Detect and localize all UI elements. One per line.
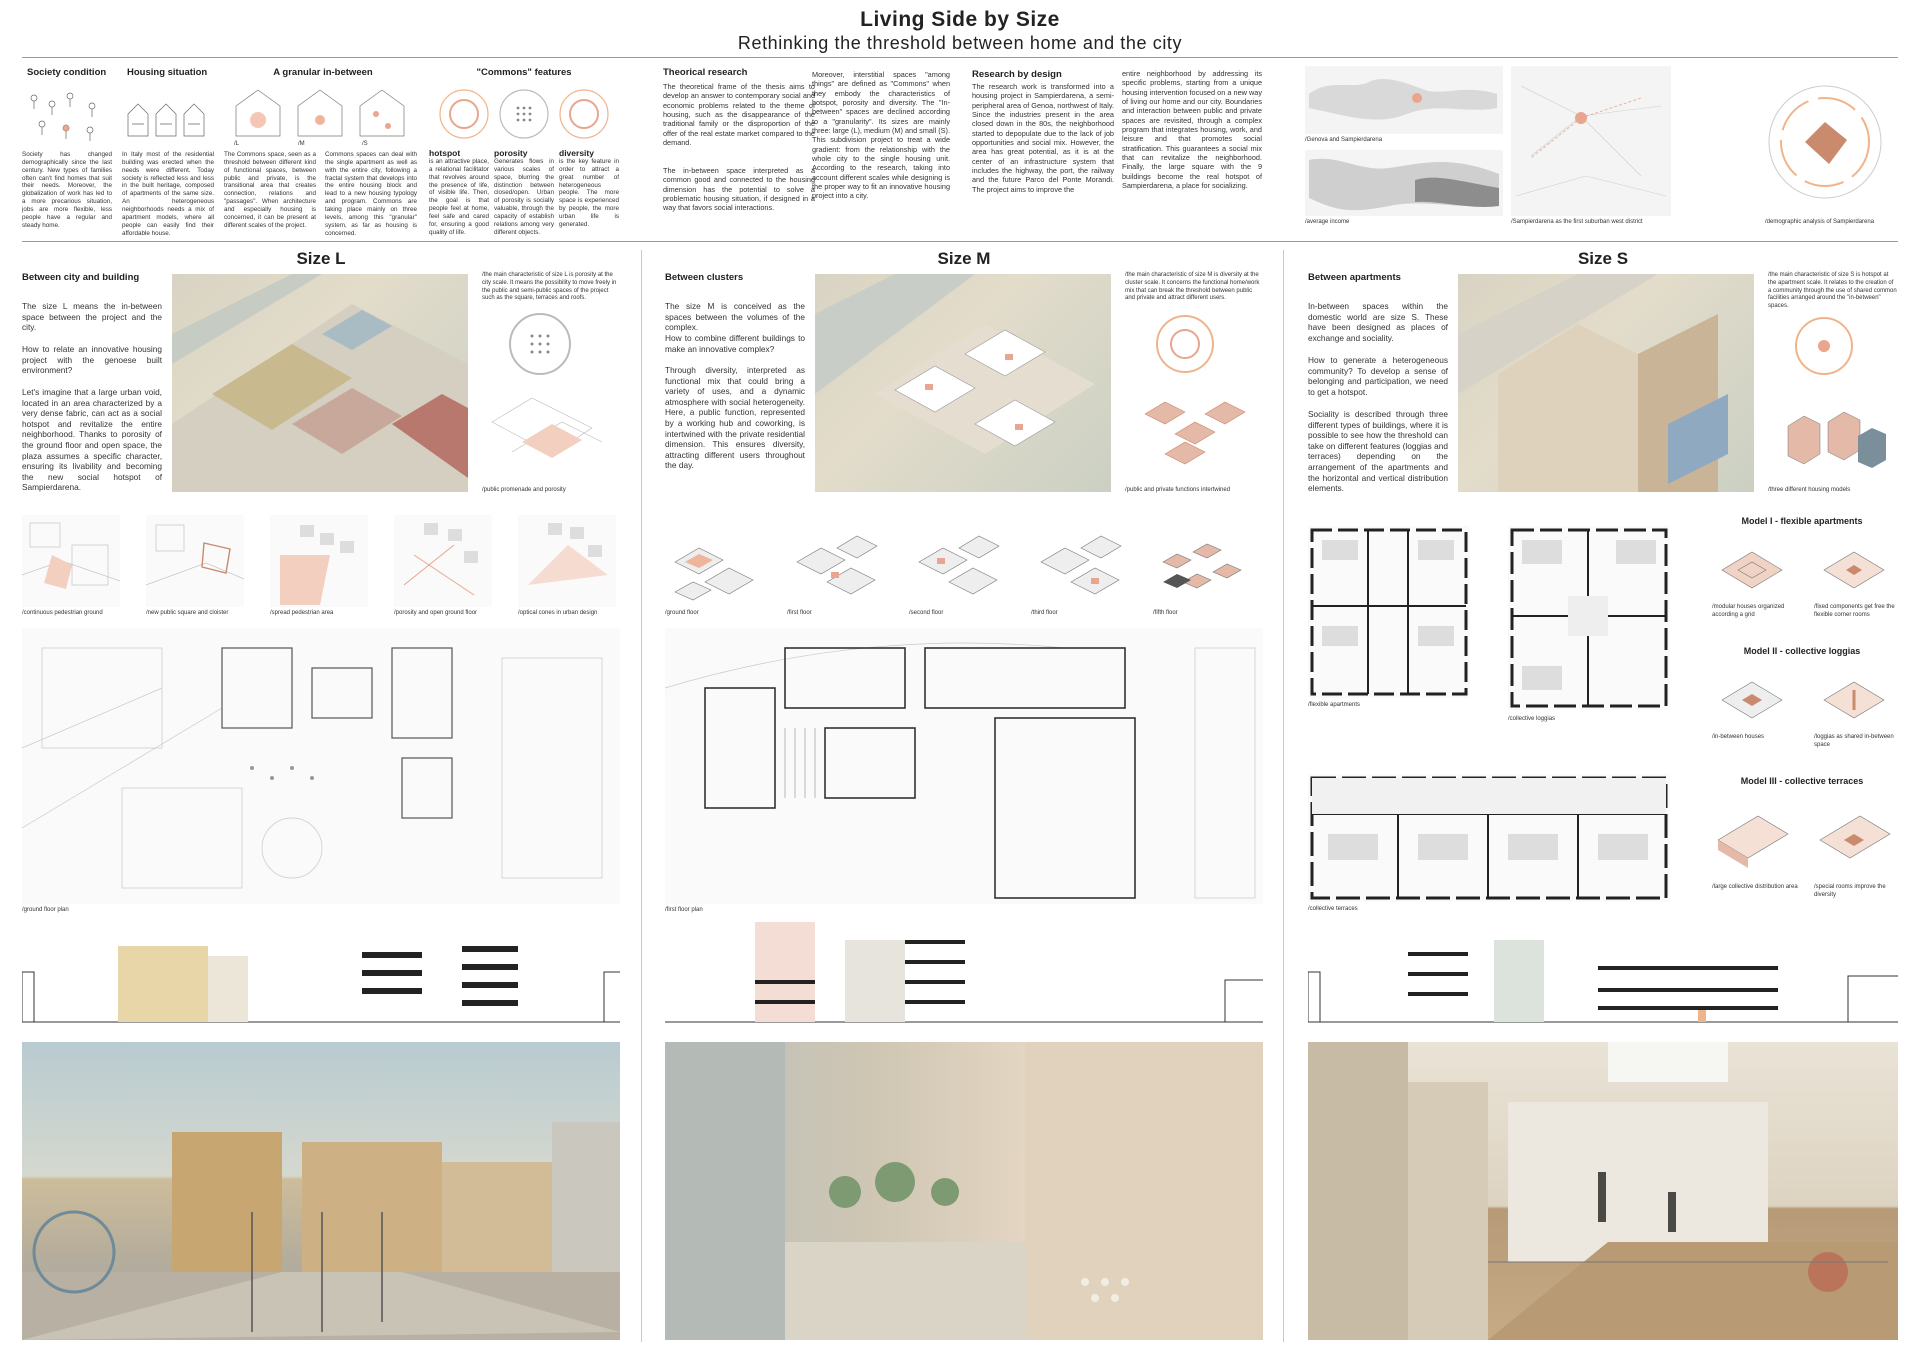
size-l-render: [22, 1042, 620, 1340]
size-s-plan-caption-1: /flexible apartments: [1308, 702, 1361, 708]
map-income: [1305, 150, 1503, 216]
model-2-caption-a: /in-between houses: [1712, 734, 1765, 740]
research-design-heading: Research by design: [972, 69, 1062, 80]
size-l-thumb-caption-5: /optical cones in urban design: [518, 610, 598, 616]
size-s-plan-flexible: [1308, 526, 1470, 698]
size-s-heading: Between apartments: [1308, 272, 1401, 283]
column-divider-1: [641, 250, 642, 1342]
model-3-caption-a: /large collective distribution area: [1712, 884, 1798, 890]
column-divider-2: [1283, 250, 1284, 1342]
map-genova-caption: /Genova and Sampierdarena: [1305, 137, 1383, 143]
size-m-thumb-caption-4: /third floor: [1031, 610, 1058, 616]
size-m-heading: Between clusters: [665, 272, 744, 283]
granular-text-2: Commons spaces can deal with the single apartment as well as with the entire city, following a fractal system that develops into the entire housing block and lead to a new housing typology and program. Commons are taking place mainly on three levels, among this "granular" system, as far as housing is concerned.: [325, 151, 417, 237]
poster-title: Living Side by Size: [860, 8, 1060, 31]
model-3-title: Model III - collective terraces: [1740, 776, 1864, 786]
size-s-render: [1308, 1042, 1898, 1340]
society-text: Society has changed demographically since the last century. New types of families often can't find homes that suit their needs. Moreover, the globalization of work has led to a more precarious situation, jobs are more flexible, less people have a regular and steady home.: [22, 151, 112, 229]
size-l-thumb-caption-1: /continuous pedestrian ground: [22, 610, 103, 616]
size-s-p1: In-between spaces within the domestic world are size S. These have been designed as places of exchange and sociality.: [1308, 301, 1448, 343]
size-l-ground-floor-plan: [22, 628, 620, 904]
size-m-thumb-1: [665, 522, 761, 608]
top-band-divider: [22, 241, 1898, 242]
granular-label-l: /L: [234, 141, 240, 147]
size-m-p1: The size M is conceived as the spaces between the volumes of the complex.: [665, 301, 805, 333]
map-suburban: [1511, 66, 1671, 216]
commons-porosity-title: porosity: [494, 148, 528, 158]
granular-label-s: /S: [362, 141, 368, 147]
theorical-text-1: The theoretical frame of the thesis aims to develop an answer to contemporary social and economic problems related to the theme of housing, such as the disappearance of the traditional family or the disproportion of the offer of the real estate market compared to the demand.: [663, 82, 815, 147]
size-l-thumb-3: [270, 515, 368, 607]
model-1-caption-a: /modular houses organized according a grid: [1712, 604, 1785, 618]
size-m-render: [665, 1042, 1263, 1340]
model-3-iso-b: [1814, 800, 1894, 880]
model-2-iso-a: [1712, 670, 1792, 730]
commons-hotspot-title: hotspot: [429, 148, 461, 158]
commons-diversity-title: diversity: [559, 148, 594, 158]
size-l-side-note: /the main characteristic of size L is porosity at the city scale. It means the possibility to move freely in the public and semi-public spaces of the project such as the square, terraces and roofs.: [482, 272, 617, 302]
size-m-thumb-caption-2: /first floor: [787, 610, 812, 616]
granular-heading: A granular in-between: [273, 67, 373, 78]
size-m-thumb-2: [787, 522, 883, 608]
size-l-p2: How to relate an innovative housing project with the genoese built environment?: [22, 344, 162, 376]
size-s-p3: Sociality is described through three different types of buildings, where it is possible to see how the threshold can take on different features (loggias and terraces) depending on the arrangement of the apartments and the horizontal and vertical distribution elements.: [1308, 409, 1448, 494]
size-l-section: [22, 936, 620, 1026]
size-m-section: [665, 920, 1263, 1026]
granular-diagram: [228, 82, 418, 140]
size-l-thumb-1: [22, 515, 120, 607]
size-l-heading: Between city and building: [22, 272, 140, 283]
society-icons: [22, 84, 114, 146]
size-s-section: [1308, 936, 1898, 1026]
size-s-diagram: [1768, 306, 1898, 484]
housing-heading: Housing situation: [127, 67, 208, 78]
granular-text-1: The Commons space, seen as a threshold between different kind of functional spaces, between public and private, is the transitional area that creates connection, relations and "passages". When architecture and especially housing is concerned, it can be present at different scales of the project.: [224, 151, 316, 229]
demographic-diagram: [1760, 72, 1890, 212]
size-m-side-note: /the main characteristic of size M is diversity at the cluster scale. It concerns the functional home/work mix that can break the threshold between public and private and attract different users.: [1125, 272, 1260, 302]
top-divider: [22, 57, 1898, 58]
size-m-first-floor-plan: [665, 628, 1263, 904]
granular-label-m: /M: [298, 141, 305, 147]
size-s-diagram-caption: /three different housing models: [1768, 487, 1851, 493]
model-1-title: Model I - flexible apartments: [1741, 516, 1863, 526]
model-1-caption-b: /fixed components get free the flexible corner rooms: [1814, 604, 1895, 618]
model-1-iso-a: [1712, 540, 1792, 600]
commons-diversity-text: is the key feature in order to attract a great number of heterogeneous people. The more space is experienced by people, the more urban life is generated.: [559, 158, 619, 228]
size-s-plan-caption-3: /collective terraces: [1308, 906, 1358, 912]
size-m-plan-caption: /first floor plan: [665, 907, 703, 913]
size-l-thumb-4: [394, 515, 492, 607]
size-s-plan-terraces: [1308, 774, 1670, 902]
size-l-thumb-caption-2: /new public square and cloister: [146, 610, 229, 616]
size-m-thumb-3: [909, 522, 1005, 608]
size-l-thumb-5: [518, 515, 616, 607]
size-s-title: Size S: [1577, 249, 1629, 268]
research-design-text-2: entire neighborhood by addressing its specific problems, starting from a unique housing intervention focused on a new way of living our home and our city. Boundaries and interaction between public and private spaces are revisited, through a complex program that integrates housing, work, and leisure and that promotes social stratification. This guarantees a social mix that can revitalize the neighborhood. Finally, the large square with the 9 buildings become the real hotspot of Sampierdarena, a place for socializing.: [1122, 69, 1262, 190]
model-1-iso-b: [1814, 540, 1894, 600]
size-s-aerial-view: [1458, 274, 1754, 492]
size-s-plan-loggias: [1508, 526, 1670, 710]
size-s-side-note: /the main characteristic of size S is hotspot at the apartment scale. It relates to the creation of a community through the use of shared common facilities arranged around the "in-between" spaces.: [1768, 272, 1897, 310]
map-suburban-caption: /Sampierdarena as the first suburban west district: [1511, 219, 1643, 225]
size-l-diagram: [482, 302, 620, 484]
size-l-thumb-2: [146, 515, 244, 607]
housing-text: In Italy most of the residential building was erected when the needs were different. Today society is reflected less and less in the built heritage, composed of apartments of the same size. An heterogeneous neighborhoods needs a mix of apartment models, where all people can easily find their affordable house.: [122, 151, 214, 237]
size-l-thumb-caption-4: /porosity and open ground floor: [394, 610, 478, 616]
size-m-thumb-caption-5: /fifth floor: [1153, 610, 1178, 616]
size-m-thumb-4: [1031, 522, 1127, 608]
theorical-text-2: The in-between space interpreted as a common good and connected to the housing dimension has the potential to solve a problematic housing situation, if designed in a way that favors social interactions.: [663, 166, 815, 213]
size-s-plan-caption-2: /collective loggias: [1508, 716, 1556, 722]
society-heading: Society condition: [27, 67, 107, 78]
size-m-diagram: [1125, 304, 1263, 484]
size-s-p2: How to generate a heterogeneous community? To develop a sense of belonging and participation, we need to get a hotspot.: [1308, 355, 1448, 397]
commons-hotspot-text: is an attractive place, a relational facilitator that revolves around the presence of life, of visible life. Then, the goal is that people feel at home, feel safe and cared for, ensuring a good quality of life.: [429, 158, 489, 236]
size-m-diagram-caption: /public and private functions intertwined: [1125, 487, 1231, 493]
commons-diagram: [428, 80, 620, 148]
size-l-title: Size L: [296, 249, 346, 268]
model-3-iso-a: [1712, 800, 1792, 880]
commons-heading: "Commons" features: [476, 67, 572, 78]
size-l-diagram-caption: /public promenade and porosity: [482, 487, 566, 493]
size-m-title: Size M: [937, 249, 991, 268]
poster-subtitle: Rethinking the threshold between home and the city: [737, 33, 1183, 53]
size-l-thumb-caption-3: /spread pedestrian area: [270, 610, 334, 616]
size-m-p2: How to combine different buildings to make an innovative complex?: [665, 333, 805, 354]
size-l-p3: Let's imagine that a large urban void, located in an area characterized by a very dense fabric, can act as a social hotspot and revitalize the entire neighborhood. Thanks to porosity of the ground floor and open space, the plaza assumes a specific character, ensuring its livability and becoming the new social hotspot of Sampierdarena.: [22, 387, 162, 493]
housing-icons: [122, 84, 214, 146]
model-3-caption-b: /special rooms improve the diversity: [1814, 884, 1886, 898]
size-m-thumb-caption-3: /second floor: [909, 610, 944, 616]
demographic-caption: /demographic analysis of Sampierdarena: [1765, 219, 1875, 225]
size-m-p3: Through diversity, interpreted as functional mix that could bring a variety of uses, and a dynamic atmosphere with social heterogeneity. Here, a public function, represented by a working hub and coworking, is intertwined with the private residential dimension. This ensures diversity, attracting different users throughout the day.: [665, 365, 805, 471]
size-l-plan-caption: /ground floor plan: [22, 907, 69, 913]
map-income-caption: /average income: [1305, 219, 1350, 225]
theorical-text-3: Moreover, interstitial spaces "among things" are defined as "Commons" when they embody the characteristics of hotspot, porosity and diversity. The "In- between" spaces are declined according to a "granularity". Its sizes are mainly three: large (L), medium (M) and small (S). This subdivision project to treat a wide gradient: from the relationship with the whole city to the single housing unit. According to the research, taking into account different scales while designing is the proper way to fit an innovative housing project into a city.: [812, 70, 950, 201]
commons-porosity-text: Generates flows in various scales of space, blurring the distinction between closed/open. Urban of porosity is socially valuable, through the capacity of establish relations among very different objects.: [494, 158, 554, 236]
size-m-thumb-5: [1153, 522, 1249, 608]
size-m-thumb-caption-1: /ground floor: [665, 610, 699, 616]
model-2-caption-b: /loggias as shared in-between space: [1814, 734, 1894, 748]
research-design-text-1: The research work is transformed into a housing project in Sampierdarena, a semi-peripheral area of Genoa, northwest of Italy. Since the industries present in the area closed down in the 80s, the neighborhood started to depopulate due to the lack of job opportunities and social mix. However, the area has great potential, as it is at the center of an infrastructure system that includes the highway, the port, the railway and the future Parco del Ponte Morandi. The project aims to improve the: [972, 82, 1114, 194]
size-l-p1: The size L means the in-between space between the project and the city.: [22, 301, 162, 333]
map-genova: [1305, 66, 1503, 134]
model-2-title: Model II - collective loggias: [1743, 646, 1861, 656]
theorical-heading: Theorical research: [663, 67, 748, 78]
size-m-aerial-view: [815, 274, 1111, 492]
model-2-iso-b: [1814, 670, 1894, 730]
size-l-aerial-view: [172, 274, 468, 492]
